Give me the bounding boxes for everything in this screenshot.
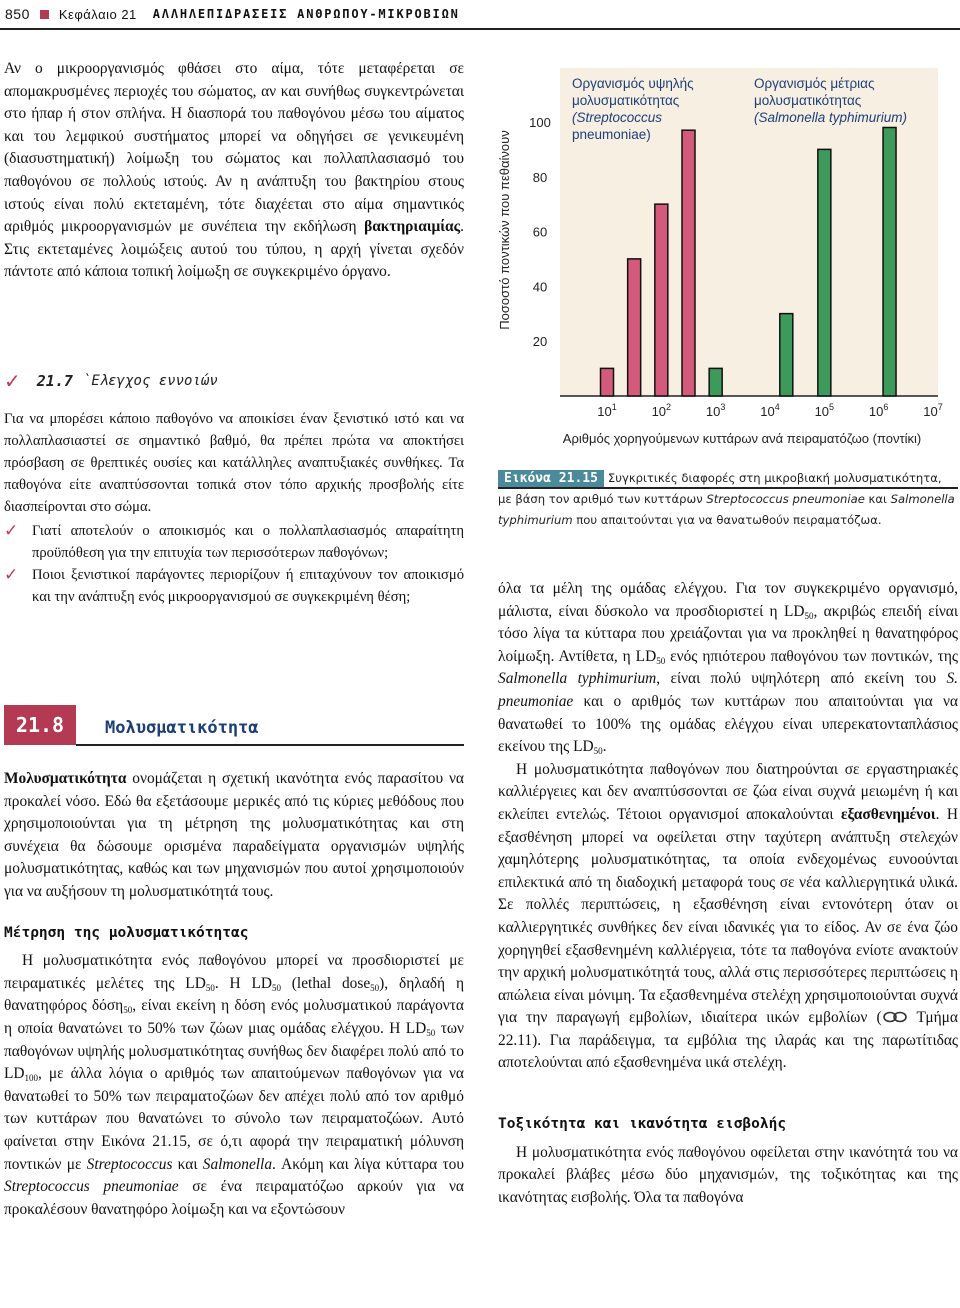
question-item [4, 564, 464, 608]
y-ticks [529, 115, 551, 349]
intro-part: . Στις εκτεταμένες λοιμώξεις αυτού του τύπου, η αρχή γίνεται σχεδόν πάντοτε από κάποια τοπική λοίμωξη σε συγκεκριμένο όργανο. [4, 218, 464, 281]
question-text: Ποιοι ξενιστικοί παράγοντες περιορίζουν ή επιταχύνουν τον αποικισμό και την ανάπτυξη ενός μικροοργανισμού σε συγκεκριμένη θέση; [32, 567, 464, 605]
caption-text: που απαιτούνται για να θανατωθούν πειραματόζωα. [572, 513, 882, 527]
text-run: ), δηλαδή η θανατηφόρος δόση [4, 974, 464, 1015]
species-name: Streptococcus pneumoniae [706, 492, 865, 506]
text-run: . Η LD [214, 974, 272, 992]
concept-check-body [4, 408, 464, 608]
section-reference-link[interactable]: Τμήμα 22.11 [498, 1009, 958, 1049]
check-icon: ✓ [4, 521, 19, 541]
text-run: , είναι εκείνη η δόση ενός μολυσματικού παράγοντα η οποία θανατώνει το 50% των ζώων μιας ομάδας ελέγχου. Η LD [4, 997, 464, 1037]
text-run: Η μολυσματικότητα παθογόνων που διατηρούνται σε εργαστηριακές καλλιέργειες και δεν αναπτύσσονται σε ζώα είναι συχνά μειωμένη ή και εκλείπει εντελώς. Τέτοιοι οργανισμοί αποκαλούνται [498, 760, 958, 823]
bar [709, 368, 722, 396]
x-axis-label: Αριθμός χορηγούμενων κυττάρων ανά πειραματόζωο (ποντίκι) [562, 431, 922, 446]
text-run: και ο αριθμός των κυττάρων που απαιτούνται για να θανατωθεί το 100% της ομάδας ελέγχου είναι υπερεκατονταπλάσιος εκείνου της LD [498, 692, 958, 756]
figure-label: Εικόνα 21.15 [498, 470, 604, 487]
bar [601, 368, 614, 396]
term-virulence: Μολυσματικότητα [4, 770, 127, 787]
term-bacteremia: βακτηριαιμίας [364, 218, 461, 236]
concept-check-heading [4, 371, 464, 391]
subscript: 50 [205, 982, 215, 993]
concept-check-title: `Ελεγχος εννοιών [82, 373, 218, 389]
series-label: Οργανισμός μέτριας μολυσματικότητας (Salmonella typhimurium) [754, 76, 908, 125]
series-label: Οργανισμός υψηλής μολυσματικότητας (Streptococcus pneumoniae) [572, 76, 694, 142]
species-name: Salmonella typhimurium [498, 670, 657, 688]
question-text: Γιατί αποτελούν ο αποικισμός και ο πολλαπλασιασμός απαραίτητη προϋπόθεση για την επιτυχία των περισσότερων παθογόνων; [32, 523, 464, 561]
page-header [0, 0, 960, 28]
text-run: όλα τα μέλη της ομάδας ελέγχου. Για τον συγκεκριμένο οργανισμό, μάλιστα, είναι δύσκολο να προσδιοριστεί η LD [498, 580, 958, 620]
section-title: Μολυσματικότητα [105, 718, 259, 738]
bar [628, 259, 641, 396]
y-tick-label: 60 [532, 224, 548, 240]
right-column-text [498, 578, 958, 1209]
x-tick-label: $10^4$ [760, 402, 780, 419]
x-tick-label: $10^5$ [814, 402, 835, 419]
check-icon: ✓ [4, 369, 21, 393]
concept-check-text: Για να μπορέσει κάποιο παθογόνο να αποικίσει έναν ξενιστικό ιστό και να πολλαπλασιαστεί σε σημαντικό βαθμό, θα πρέπει πρώτα να αποκτήσει πρόσβαση σε θρεπτικές ουσίες και κατάλληλες αναπτυξιακές συνθήκες. Τα παθογόνα είτε αναπτύσσονται τοπικά στον τόπο αρχικής προσβολής είτε διασπείρονται στο σώμα. [4, 411, 464, 515]
species-name: Streptococcus pneumoniae [4, 1178, 179, 1196]
text-run: , είναι πολύ υψηλότερη από εκείνη του [656, 670, 947, 688]
subscript: 50 [656, 655, 666, 666]
text-run: σε ένα πειραματόζωο αρκούν για να προκαλέσουν θανατηφόρο λοίμωξη και να εξοντώσουν [4, 1178, 464, 1218]
x-ticks [597, 402, 942, 419]
caption-text: και [864, 492, 891, 506]
section-paragraph: ονομάζεται η σχετική ικανότητα ενός παρασίτου να προκαλεί νόσο. Εδώ θα εξετάσουμε μερικές από τις κύριες μεθόδους που χρησιμοποιούνται για τη μέτρηση της μολυσματικότητας και στη συνέχεια θα δώσουμε ορισμένα παραδείγματα οργανισμών υψηλής μολυσματικότητας, καθώς και των μηχανισμών που αυτοί χρησιμοποιούν για να αυξήσουν τη μολυσματικότητά τους. [4, 770, 464, 900]
header-rule [0, 28, 960, 30]
section-rule [76, 744, 464, 746]
cross-reference-icon [882, 1010, 908, 1024]
y-tick-label: 20 [532, 334, 548, 349]
x-tick-label: $10^7$ [923, 402, 943, 419]
subsection-heading: Μέτρηση της μολυσματικότητας [4, 924, 249, 941]
check-icon: ✓ [4, 565, 19, 585]
section-number-box: 21.8 [4, 705, 76, 745]
x-tick-label: $10^1$ [597, 402, 617, 419]
toxicity-paragraph: Η μολυσματικότητα ενός παθογόνου οφείλεται στην ικανότητά του να προκαλεί βλάβες μέσω δύο μηχανισμών, της τοξικότητας και της ικανότητας εισβολής. Όλα τα παθογόνα [498, 1143, 958, 1206]
section-body [4, 768, 464, 1221]
y-tick-label: 100 [529, 115, 551, 130]
species-name: S. pneumoniae [498, 670, 958, 710]
text-run: , ακριβώς επειδή είναι τόσο λίγα τα κύτταρα που χρειάζονται για να προκληθεί η θανατηφόρος λοίμωξη. Αντίθετα, η LD [498, 602, 958, 665]
x-tick-label: $10^6$ [868, 402, 889, 419]
text-run: . Ακόμη και λίγα κύτταρα του [272, 1155, 464, 1173]
y-tick-label: 40 [532, 279, 548, 295]
text-run: (lethal dose [280, 974, 371, 992]
text-run: των παθογόνων υψηλής μολυσματικότητας συνήθως δεν διαφέρει πολύ από το LD [4, 1019, 464, 1083]
subsection-heading: Τοξικότητα και ικανότητα εισβολής [498, 1116, 787, 1133]
text-run: . [602, 738, 607, 756]
subscript: 50 [426, 1027, 436, 1038]
intro-part: Αν ο μικροοργανισμός φθάσει στο αίμα, τότε μεταφέρεται σε απομακρυσμένες περιοχές του σώματος, αν και συνήθως συγκεντρώνεται στο ήπαρ ή στον σπλήνα. Η διασπορά του παθογόνου μέσω του αίματος και του λεμφικού συστήματος μπορεί να οδηγήσει σε γενικευμένη (διασυστηματική) λοίμωξη του σώματος και πολλαπλασιασμό του παθογόνου σε πολλούς ιστούς. Αν η ανάπτυξη του βακτηρίου στους ιστούς είναι πολύ εκτεταμένη, τότε διαχέεται στο αίμα σημαντικός αριθμός μικροοργανισμών με συνέπεια την εκδήλωση [4, 60, 464, 236]
bar [655, 204, 668, 396]
species-name: Salmonella typhimurium [498, 492, 955, 527]
bar [780, 314, 793, 396]
subscript: 50 [804, 610, 814, 621]
bar [818, 149, 831, 396]
page-number: 850 [5, 6, 30, 22]
species-name: Streptococcus [86, 1155, 173, 1173]
text-run: και [172, 1155, 203, 1173]
caption-rule [498, 487, 958, 489]
caption-text: Συγκριτικές διαφορές στη μικροβιακή μολυσματικότητα, με βάση τον αριθμό των κυττάρων [498, 471, 942, 506]
x-tick-label: $10^2$ [651, 402, 672, 419]
text-run: ενός ηπιότερου παθογόνου των ποντικών, της [665, 647, 958, 665]
text-run: . Η εξασθένηση μπορεί να οφείλεται στην ταχύτερη ανάπτυξη στελεχών χαμηλότερης μολυσματικότητας, τα οποία ενδεχομένως ευνοούνται επιλεκτικά από τη διαδοχική μεταφορά τους σε νέα καλλιεργητικά υλικά. Σε πολλές περιπτώσεις, η εξασθένηση είναι εντονότερη όταν οι καλλιεργητικές συνθήκες δεν είναι ιδανικές για το είδος. Αν σε ένα ζώο χορηγηθεί εξασθενημένη καλλιέργεια, τότε τα παθογόνα ενίοτε ανακτούν την αρχική μολυσματικότητά τους, αλλά στις περισσότερες περιπτώσεις η απώλεια είναι μόνιμη. Τα εξασθενημένα στελέχη χρησιμοποιούνται συχνά για την παραγωγή εμβολίων, ιδιαίτερα ιικών εμβολίων ( [498, 805, 958, 1027]
subscript: 100 [24, 1073, 39, 1084]
bar [883, 127, 896, 396]
y-axis-label: Ποσοστό ποντικών που πεθαίνουν [497, 130, 512, 330]
y-tick-label: 80 [532, 169, 548, 185]
subscript: 50 [370, 982, 380, 993]
text-run: , με άλλα λόγια ο αριθμός των απαιτούμενων παθογόνων για να θανατωθεί το 50% των πειραματοζώων δεν απέχει πολύ από τον αριθμό των κυττάρων που θανατώνει το σύνολο των πειραματοζώων. Αυτό φαίνεται στην Εικόνα 21.15, σε ό,τι αφορά την πειραματική μόλυνση ποντικών με [4, 1065, 464, 1173]
text-run: Η μολυσματικότητα ενός παθογόνου μπορεί να προσδιοριστεί με πειραματικές μελέτες της LD [4, 952, 464, 992]
species-name: Salmonella [202, 1155, 273, 1173]
subscript: 50 [593, 746, 603, 757]
subscript: 50 [123, 1005, 133, 1016]
figure-caption [498, 468, 958, 531]
intro-text [4, 58, 464, 284]
concept-check-number: 21.7 [36, 372, 73, 390]
header-square-icon [40, 10, 49, 19]
chapter-label: Κεφάλαιο 21 [58, 6, 137, 22]
subscript: 50 [271, 982, 281, 993]
x-tick-label: $10^3$ [705, 402, 726, 419]
virulence-chart [492, 58, 960, 454]
text-run: ). Για παράδειγμα, τα εμβόλια της ιλαράς και της παρωτίτιδας αποτελούνται από εξασθενημένα ιικά στελέχη. [498, 1031, 958, 1072]
question-item [4, 520, 464, 564]
term-attenuated: εξασθενημένοι [840, 805, 936, 823]
bar [682, 130, 695, 396]
chapter-title: ΑΛΛΗΛΕΠΙΔΡΑΣΕΙΣ ΑΝΘΡΩΠΟΥ-ΜΙΚΡΟΒΙΩΝ [152, 7, 460, 21]
